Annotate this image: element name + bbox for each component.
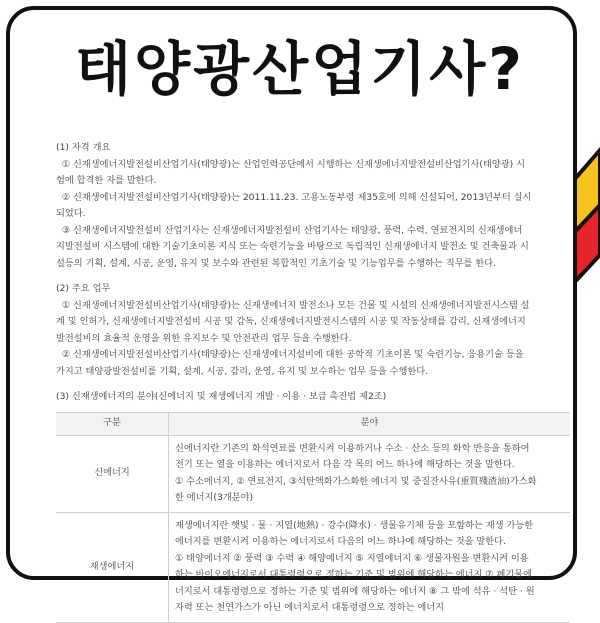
table-row (56, 435, 570, 512)
row-label: 신에너지 (56, 435, 169, 512)
document-body (56, 140, 576, 623)
text-line: 발전설비의 효율적 운영을 위한 유지보수 및 안전관리 업무 등을 수행한다. (56, 332, 352, 344)
text-line: 전기 또는 열을 이용하는 에너지로서 다음 각 목의 어느 하나에 해당하는 것을 말한다. (175, 459, 515, 470)
text-line: ② 신재생에너지발전설비산업기사(태양광)는 신재생에너지설비에 대한 공학적 기초이론 및 숙련기능, 응용기술 등을 (56, 349, 524, 360)
text-line: 한 에너지(3개분야) (175, 492, 254, 503)
text-line: 재생에너지란 햇빛 · 물 · 지열(地熱) · 강수(降水) · 생물유기체 등을 포함하는 재생 가능한 (175, 519, 534, 531)
section-heading: (2) 주요 업무 (56, 283, 111, 294)
energy-field-table (56, 412, 570, 623)
header-category: 구분 (56, 412, 169, 435)
text-line: 신에너지란 기존의 화석연료를 변환시켜 이용하거나 수소 · 산소 등의 화학 반응을 통하여 (175, 442, 530, 454)
text-line: 되었다. (56, 208, 86, 219)
text-line: ① 태양에너지 ② 풍력 ③ 수력 ④ 해양에너지 ⑤ 지열에너지 ⑥ 생물자원을 변환시켜 이용 (175, 552, 529, 564)
text-line: 가지고 태양광발전설비를 기획, 설계, 시공, 감리, 운영, 유지 및 보수하는 업무 등을 수행한다. (56, 365, 429, 377)
header-field: 분야 (169, 412, 571, 435)
row-description (169, 512, 571, 622)
paragraph (56, 190, 576, 223)
row-description (169, 435, 571, 512)
text-line: ② 신재생에너지발전설비산업기사(태양광)는 2011.11.23. 고용노동부령 제35호에 의해 신설되어, 2013년부터 실시 (56, 191, 532, 203)
paragraph (56, 157, 576, 190)
row-label: 재생에너지 (56, 512, 169, 622)
text-line: 설등의 기획, 설계, 시공, 운영, 유지 및 보수와 관련된 복합적인 기초기술 및 기능업무를 수행하는 직무를 한다. (56, 257, 497, 269)
paragraph (56, 223, 576, 273)
text-line: ③ 신재생에너지발전설비 산업기사는 신재생에너지발전설비 산업기사는 태양광, 풍력, 수력, 연료전지의 신재생에너 (56, 224, 523, 236)
table-caption: (3) 신재생에너지의 분야(신에너지 및 재생에너지 개발 · 이용 · 보급 촉진법 제2조) (56, 391, 387, 402)
text-line: 자력 또는 천연가스가 아닌 에너지로서 대통령령으로 정하는 에너지 (175, 602, 444, 613)
section-heading: (1) 자격 개요 (56, 142, 111, 153)
paragraph (56, 347, 576, 380)
table-header-row (56, 412, 570, 435)
text-line: ① 신재생에너지발전설비산업기사(태양광)는 산업인력공단에서 시행하는 신재생에너지발전설비산업기사(태양광) 시 (56, 158, 526, 170)
text-line: 에너지를 변환시켜 이용하는 에너지로서 다음의 어느 하나에 해당하는 것을 말한다. (175, 536, 506, 547)
table-row (56, 512, 570, 622)
text-line: 너지로서 대통령령으로 정하는 기준 및 범위에 해당하는 에너지 ⑧ 그 밖에 석유 · 석탄 · 원 (175, 585, 535, 597)
text-line: 하는 바이오에너지로서 대통령령으로 정하는 기준 및 범위에 해당하는 에너지 ⑦ 폐기물에 (175, 569, 532, 580)
text-line: 계 및 인허가, 신재생에너지발전설비 시공 및 감독, 신재생에너지발전시스템의 시공 및 작동상태를 감리, 신재생에너지 (56, 316, 526, 327)
text-line: ① 수소에너지, ② 연료전지, ③석탄액화가스화한 에너지 및 중질잔사유(重質殘渣油)가스화 (175, 475, 537, 487)
section-overview (56, 140, 576, 272)
page-title: 태양광산업기사? (75, 35, 525, 103)
text-line: 험에 합격한 자를 말한다. (56, 175, 157, 186)
text-line: ① 신재생에너지발전설비산업기사(태양광)는 신재생에너지 발전소나 모든 건물 및 시설의 신재생에너지발전시스템 설 (56, 299, 530, 311)
section-duties (56, 281, 576, 380)
paragraph (56, 298, 576, 348)
text-line: 지발전설비 시스템에 대한 기술기초이론 지식 또는 숙련기능을 바탕으로 독립적인 신재생에너지 발전소 및 건축물과 시 (56, 241, 529, 252)
